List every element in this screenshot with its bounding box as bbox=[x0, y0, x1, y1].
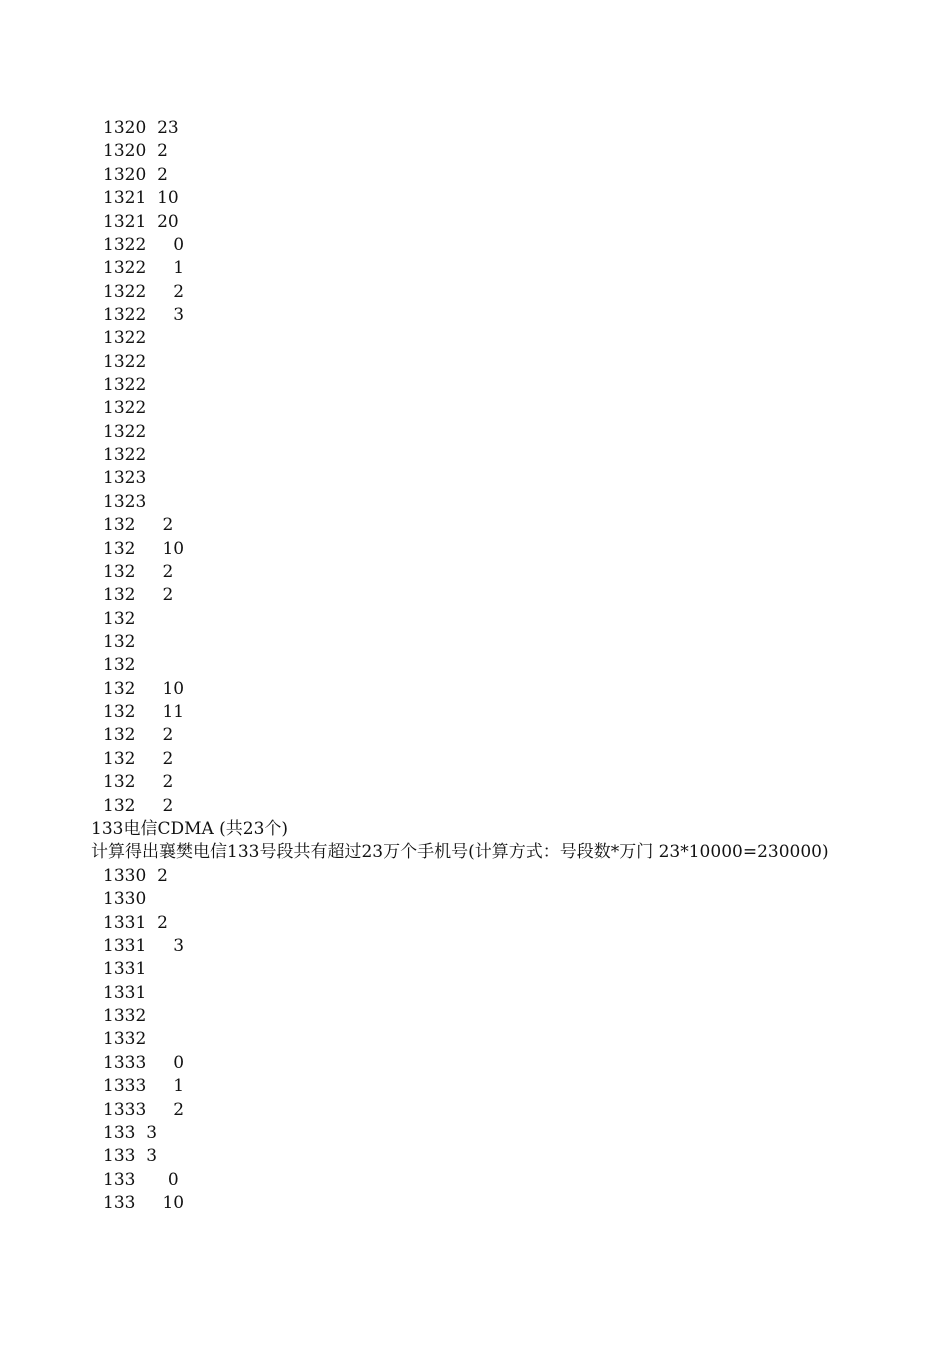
text-line: 1322 bbox=[103, 352, 147, 372]
text-line: 132 2 bbox=[103, 749, 174, 769]
text-line: 1322 1 bbox=[103, 258, 185, 278]
text-line: 1332 bbox=[103, 1006, 147, 1026]
text-line: 1330 2 bbox=[103, 866, 168, 886]
text-line: 1332 bbox=[103, 1029, 147, 1049]
text-line: 1331 2 bbox=[103, 913, 168, 933]
text-line: 133 10 bbox=[103, 1193, 185, 1213]
text-line: 1333 2 bbox=[103, 1100, 185, 1120]
text-line: 132 10 bbox=[103, 679, 185, 699]
text-line: 1320 2 bbox=[103, 165, 168, 185]
text-line: 132 11 bbox=[103, 702, 185, 722]
text-line: 1331 3 bbox=[103, 936, 185, 956]
text-line: 1322 bbox=[103, 398, 147, 418]
text-line: 1321 10 bbox=[103, 188, 179, 208]
text-line: 133 0 bbox=[103, 1170, 179, 1190]
text-line: 1322 2 bbox=[103, 282, 185, 302]
text-line: 132 2 bbox=[103, 772, 174, 792]
text-line: 132 bbox=[103, 655, 136, 675]
text-line: 132 bbox=[103, 609, 136, 629]
text-line: 1321 20 bbox=[103, 212, 179, 232]
text-line: 1322 bbox=[103, 445, 147, 465]
text-line: 1333 0 bbox=[103, 1053, 185, 1073]
text-line: 1323 bbox=[103, 468, 147, 488]
calculation-note: 计算得出襄樊电信133号段共有超过23万个手机号(计算方式：号段数*万门 23*10000=230000) bbox=[91, 842, 829, 862]
text-line: 1322 0 bbox=[103, 235, 185, 255]
text-line: 1330 bbox=[103, 889, 147, 909]
text-line: 132 2 bbox=[103, 562, 174, 582]
text-line: 133 3 bbox=[103, 1146, 158, 1166]
text-line: 1323 bbox=[103, 492, 147, 512]
text-line: 132 2 bbox=[103, 515, 174, 535]
text-line: 1331 bbox=[103, 959, 147, 979]
text-line: 1320 2 bbox=[103, 141, 168, 161]
text-line: 1322 3 bbox=[103, 305, 185, 325]
text-line: 132 2 bbox=[103, 725, 174, 745]
text-line: 133 3 bbox=[103, 1123, 158, 1143]
text-line: 1320 23 bbox=[103, 118, 179, 138]
text-line: 132 2 bbox=[103, 585, 174, 605]
text-line: 132 10 bbox=[103, 539, 185, 559]
text-line: 1322 bbox=[103, 375, 147, 395]
text-line: 132 bbox=[103, 632, 136, 652]
text-line: 1331 bbox=[103, 983, 147, 1003]
text-line: 132 2 bbox=[103, 796, 174, 816]
text-line: 1333 1 bbox=[103, 1076, 185, 1096]
text-line: 1322 bbox=[103, 422, 147, 442]
section-heading: 133电信CDMA (共23个) bbox=[91, 819, 289, 839]
text-line: 1322 bbox=[103, 328, 147, 348]
